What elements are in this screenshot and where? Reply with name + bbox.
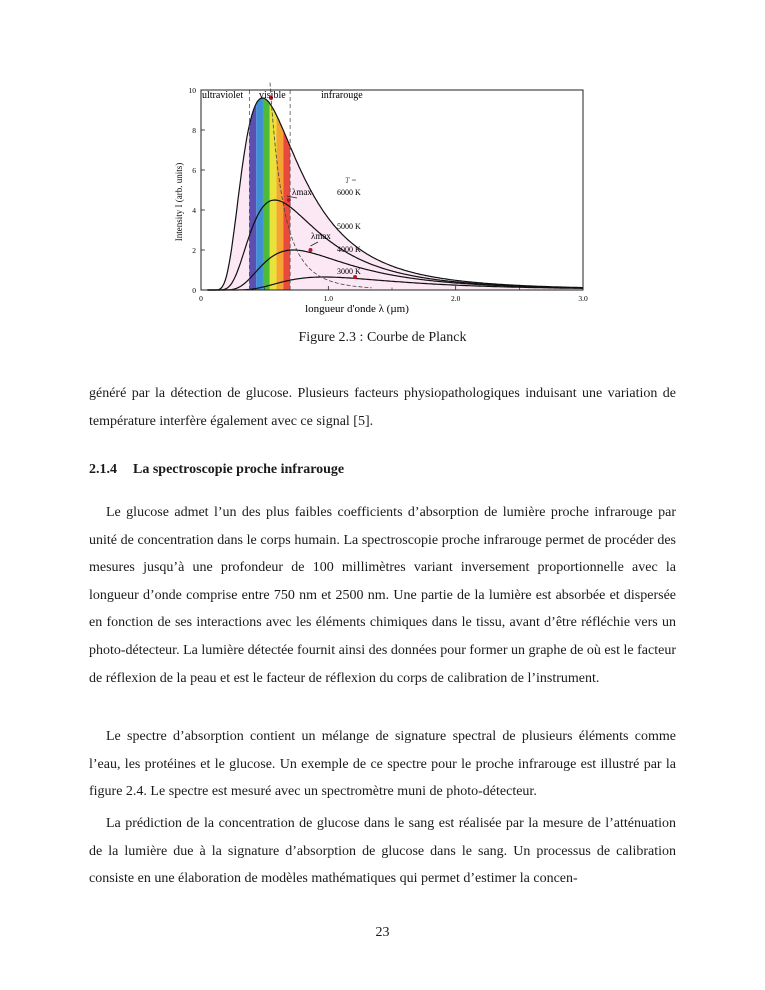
paragraph-1: généré par la détection de glucose. Plusieurs facteurs physiopathologiques induisant une variation de température interfère également avec ce signal [5].: [89, 386, 676, 429]
y-tick-label-0: 0: [192, 286, 196, 295]
y-tick-label-8: 8: [192, 126, 196, 135]
visible-band-3: [263, 90, 270, 290]
x-axis-label: longueur d'onde λ (µm): [305, 303, 409, 315]
y-tick-label-6: 6: [192, 166, 196, 175]
figure-caption: Figure 2.3 : Courbe de Planck: [298, 330, 467, 345]
y-tick-label-2: 2: [192, 246, 196, 255]
planck-curve-figure: [170, 82, 595, 317]
visible-band-5: [277, 90, 284, 290]
x-tick-label-2.0: 2.0: [450, 294, 461, 303]
temperature-prefix-label: T =: [345, 176, 357, 185]
lambda-max-label-1: λmax: [292, 187, 312, 197]
x-tick-label-1.0: 1.0: [323, 294, 334, 303]
peak-marker-4000k: [309, 248, 313, 252]
region-label-visible: visible: [259, 90, 286, 101]
visible-band-6: [283, 90, 290, 290]
paragraph-4: La prédiction de la concentration de glucose dans le sang est réalisée par la mesure de l’atténuation de la lumière due à la signature d’absorption de glucose dans le sang. Un processus de calibration consiste en une élaboration de modèles mathématiques qui permet d’estimer la concen-: [89, 816, 676, 887]
series-label-3000k: 3000 K: [337, 267, 361, 276]
series-label-5000k: 5000 K: [337, 222, 361, 231]
y-tick-label-4: 4: [192, 206, 196, 215]
section-number: 2.1.4: [89, 462, 117, 477]
region-label-infrarouge: infrarouge: [321, 90, 363, 101]
series-label-4000k: 4000 K: [337, 245, 361, 254]
section-heading: [89, 462, 344, 478]
lambda-max-label-2: λmax: [311, 231, 331, 241]
region-label-ultraviolet: ultraviolet: [202, 90, 244, 101]
section-title: La spectroscopie proche infrarouge: [133, 462, 345, 477]
visible-band-2: [256, 90, 263, 290]
page-number: 23: [375, 925, 390, 940]
x-tick-label-0: 0: [199, 294, 203, 303]
series-label-6000k: 6000 K: [337, 188, 361, 197]
x-tick-label-3.0: 3.0: [578, 294, 588, 303]
paragraph-2: Le glucose admet l’un des plus faibles coefficients d’absorption de lumière proche infrarouge par unité de concentration dans le corps humain. La spectroscopie proche infrarouge permet de procéder des mesures jusqu’à une profondeur de 100 millimètres variant inversement proportionnelle avec la longueur d’onde comprise entre 750 nm et 2500 nm. Une partie de la lumière est absorbée et dispersée en fonction de ses interactions avec les éléments chimiques dans le tissu, avant d’être réfléchie vers un photo-détecteur. La lumière détectée fournit ainsi des données pour former un graphe de où est le facteur de réflexion de la peau et est le facteur de réflexion du corps de calibration de l’instrument.: [89, 505, 676, 686]
paragraph-3: Le spectre d’absorption contient un mélange de signature spectral de plusieurs éléments comme l’eau, les protéines et le glucose. Un exemple de ce spectre pour le proche infrarouge est illustré par la figure 2.4. Le spectre est mesuré avec un spectromètre muni de photo-détecteur.: [89, 729, 676, 800]
y-tick-label-10: 10: [188, 86, 196, 95]
y-axis-label: Intensity I (arb. units): [174, 162, 184, 242]
